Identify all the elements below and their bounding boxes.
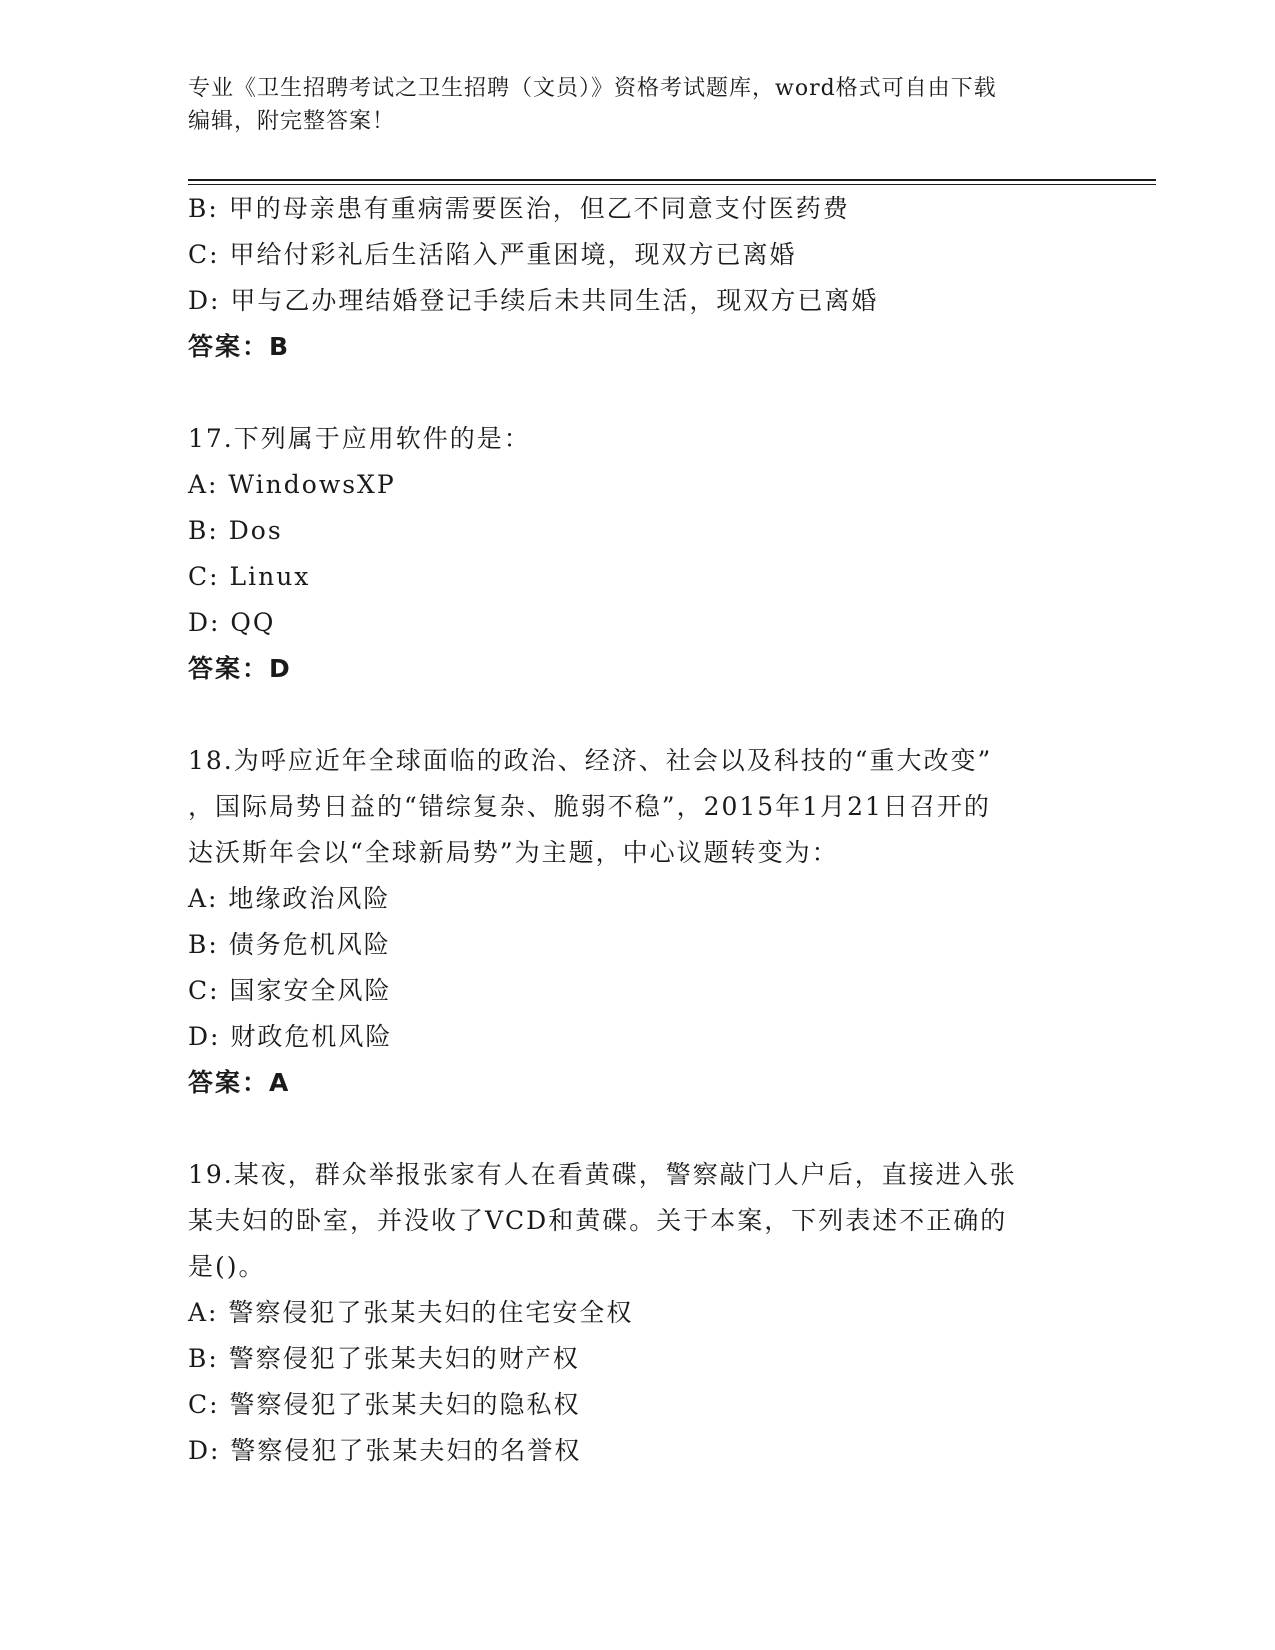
- option-d: D: 警察侵犯了张某夫妇的名誉权: [188, 1436, 582, 1465]
- option-c: C: Linux: [188, 562, 311, 591]
- option-d: D: 甲与乙办理结婚登记手续后未共同生活，现双方已离婚: [188, 286, 879, 315]
- option-c: C: 甲给付彩礼后生活陷入严重困境，现双方已离婚: [188, 240, 797, 269]
- question-text-line-3: 达沃斯年会以“全球新局势”为主题，中心议题转变为：: [188, 838, 839, 867]
- option-c: C: 警察侵犯了张某夫妇的隐私权: [188, 1390, 581, 1419]
- option-b: B: 警察侵犯了张某夫妇的财产权: [188, 1344, 580, 1373]
- option-a: A: WindowsXP: [188, 470, 396, 499]
- answer: 答案：A: [188, 1068, 291, 1097]
- option-b: B: 债务危机风险: [188, 930, 391, 959]
- document-header: [188, 72, 1088, 138]
- question-text: 17.下列属于应用软件的是：: [188, 424, 531, 453]
- answer: 答案：D: [188, 654, 292, 683]
- header-line-1: 专业《卫生招聘考试之卫生招聘（文员）》资格考试题库，word格式可自由下载: [188, 76, 997, 101]
- option-a: A: 地缘政治风险: [188, 884, 391, 913]
- option-a: A: 警察侵犯了张某夫妇的住宅安全权: [188, 1298, 634, 1327]
- header-rule-thin: [188, 184, 1156, 185]
- option-b: B: Dos: [188, 516, 283, 545]
- header-rule-thick: [188, 179, 1156, 181]
- option-c: C: 国家安全风险: [188, 976, 392, 1005]
- question-18: [188, 738, 1088, 1106]
- option-b: B: 甲的母亲患有重病需要医治，但乙不同意支付医药费: [188, 194, 850, 223]
- question-text-line-1: 18.为呼应近年全球面临的政治、经济、社会以及科技的“重大改变”: [188, 746, 993, 775]
- question-text-line-3: 是()。: [188, 1252, 266, 1281]
- question-16: [188, 186, 1088, 370]
- option-d: D: 财政危机风险: [188, 1022, 393, 1051]
- answer: 答案：B: [188, 332, 291, 361]
- question-19: [188, 1152, 1088, 1474]
- question-text-line-1: 19.某夜，群众举报张家有人在看黄碟，警察敲门人户后，直接进入张: [188, 1160, 1017, 1189]
- question-text-line-2: 某夫妇的卧室，并没收了VCD和黄碟。关于本案，下列表述不正确的: [188, 1206, 1008, 1235]
- question-text-line-2: ，国际局势日益的“错综复杂、脆弱不稳”，2015年1月21日召开的: [188, 792, 991, 821]
- header-line-2: 编辑，附完整答案！: [188, 109, 396, 134]
- question-list: [188, 186, 1088, 1474]
- question-17: [188, 416, 1088, 692]
- option-d: D: QQ: [188, 608, 276, 637]
